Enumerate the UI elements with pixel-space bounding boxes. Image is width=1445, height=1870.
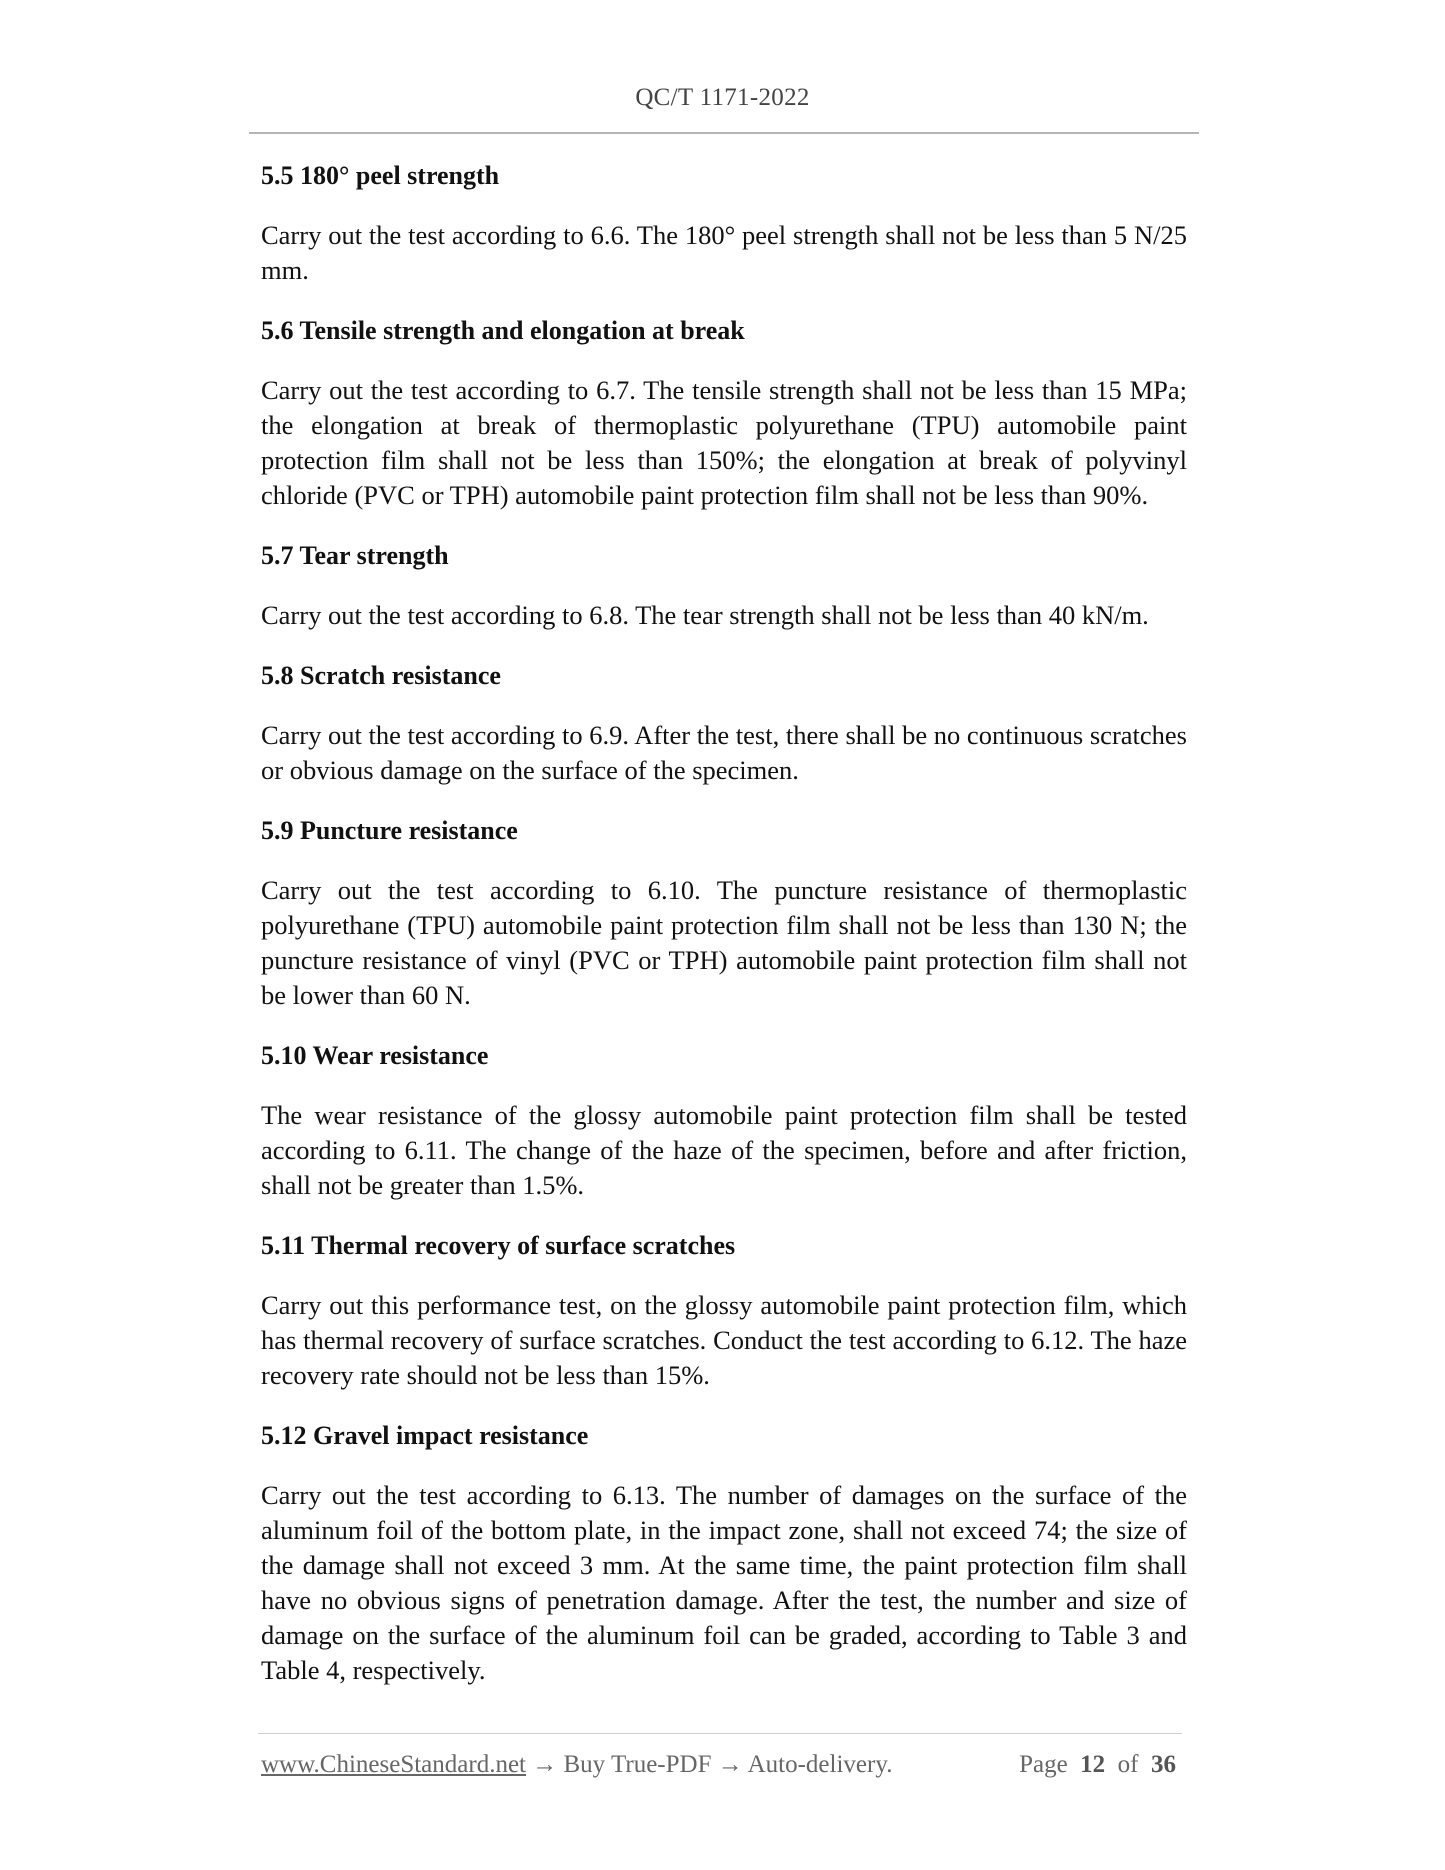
section-heading: 5.9 Puncture resistance — [261, 816, 518, 845]
page-total: 36 — [1151, 1751, 1176, 1778]
section-heading: 5.12 Gravel impact resistance — [261, 1421, 589, 1450]
section-heading: 5.7 Tear strength — [261, 541, 449, 570]
page-of: of — [1117, 1751, 1139, 1778]
document-body — [261, 158, 1187, 1713]
section-5-8 — [261, 658, 1187, 788]
page-current: 12 — [1080, 1751, 1106, 1778]
section-paragraph: Carry out the test according to 6.6. The 180° peel strength shall not be less than 5 N/25 mm. — [261, 220, 1187, 285]
section-5-5 — [261, 158, 1187, 288]
section-5-10 — [261, 1038, 1187, 1203]
arrow-right-icon: → — [532, 1751, 558, 1778]
section-heading: 5.10 Wear resistance — [261, 1041, 489, 1070]
footer-divider — [258, 1733, 1182, 1734]
section-paragraph: Carry out this performance test, on the glossy automobile paint protection film, which has thermal recovery of surface scratches. Conduct the test according to 6.12. The haze recovery rate should not be less than 15%. — [261, 1290, 1187, 1390]
section-5-9 — [261, 813, 1187, 1013]
section-heading: 5.11 Thermal recovery of surface scratches — [261, 1231, 736, 1260]
section-paragraph: The wear resistance of the glossy automobile paint protection film shall be tested according to 6.11. The change of the haze of the specimen, before and after friction, shall not be greater than 1.5%. — [261, 1100, 1187, 1200]
header-divider — [249, 132, 1199, 134]
section-heading: 5.6 Tensile strength and elongation at break — [261, 316, 745, 345]
section-paragraph: Carry out the test according to 6.8. The tear strength shall not be less than 40 kN/m. — [261, 600, 1149, 630]
section-5-11 — [261, 1228, 1187, 1393]
footer-promo — [261, 1751, 892, 1779]
arrow-right-icon: → — [717, 1751, 743, 1778]
section-heading: 5.5 180° peel strength — [261, 161, 500, 190]
page-number — [1019, 1751, 1176, 1779]
site-link[interactable]: www.ChineseStandard.net — [261, 1751, 526, 1778]
section-paragraph: Carry out the test according to 6.7. The tensile strength shall not be less than 15 MPa; the elongation at break of thermoplastic polyurethane (TPU) automobile paint protection film shall not be less than 150%; the elongation at break of polyvinyl chloride (PVC or TPH) automobile paint protection film shall not be less than 90%. — [261, 375, 1187, 510]
section-paragraph: Carry out the test according to 6.10. The puncture resistance of thermoplastic polyurethane (TPU) automobile paint protection film shall not be less than 130 N; the puncture resistance of vinyl (PVC or TPH) automobile paint protection film shall not be lower than 60 N. — [261, 875, 1187, 1010]
delivery-text: Auto-delivery. — [747, 1751, 893, 1778]
buy-text: Buy True-PDF — [563, 1751, 712, 1778]
section-5-6 — [261, 313, 1187, 513]
page-label: Page — [1019, 1751, 1068, 1778]
section-5-7 — [261, 538, 1187, 633]
section-heading: 5.8 Scratch resistance — [261, 661, 501, 690]
section-paragraph: Carry out the test according to 6.13. The number of damages on the surface of the aluminum foil of the bottom plate, in the impact zone, shall not exceed 74; the size of the damage shall not exceed 3 mm. At the same time, the paint protection film shall have no obvious signs of penetration damage. After the test, the number and size of damage on the surface of the aluminum foil can be graded, according to Table 3 and Table 4, respectively. — [261, 1480, 1187, 1685]
section-5-12 — [261, 1418, 1187, 1688]
running-header: QC/T 1171-2022 — [635, 84, 810, 111]
section-paragraph: Carry out the test according to 6.9. After the test, there shall be no continuous scratches or obvious damage on the surface of the specimen. — [261, 720, 1187, 785]
